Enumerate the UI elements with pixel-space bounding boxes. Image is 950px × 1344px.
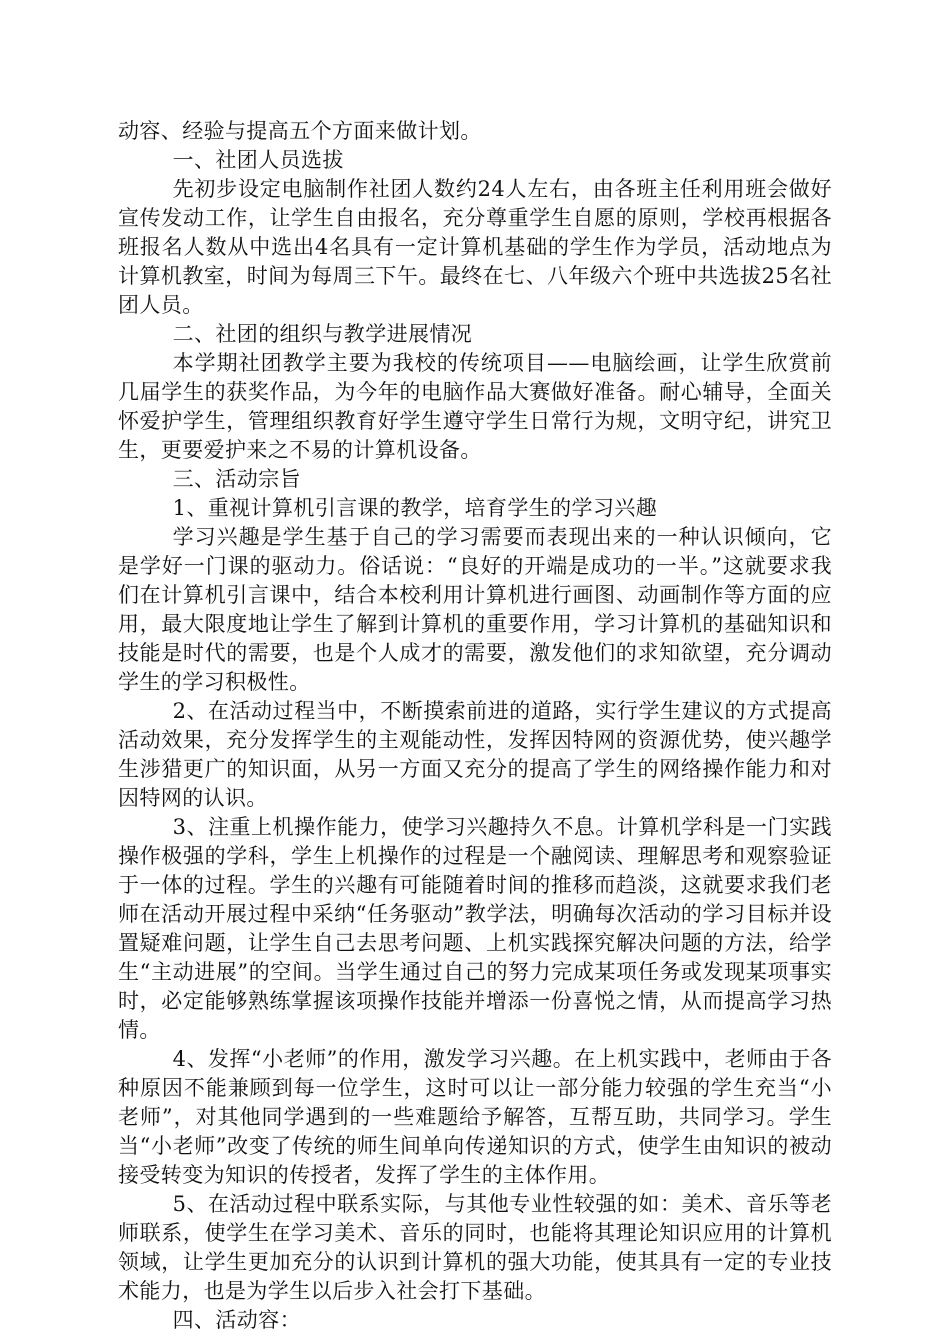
paragraph-organization: 本学期社团教学主要为我校的传统项目——电脑绘画，让学生欣赏前几届学生的获奖作品，为今年的电脑作品大赛做好准备。耐心辅导，全面关怀爱护学生，管理组织教育好学生遵守学生日常行为规，文明守纪，讲究卫生，更要爱护来之不易的计算机设备。 — [118, 351, 832, 462]
paragraph-interest: 学习兴趣是学生基于自己的学习需要而表现出来的一种认识倾向，它是学好一门课的驱动力。俗话说：“良好的开端是成功的一半。”这就要求我们在计算机引言课中，结合本校利用计算机进行画图、动画制作等方面的应用，最大限度地让学生了解到计算机的重要作用，学习计算机的基础知识和技能是时代的需要，也是个人成才的需要，激发他们的求知欲望，充分调动学生的学习积极性。 — [118, 525, 832, 694]
paragraph-continuation: 动容、经验与提高五个方面来做计划。 — [118, 119, 482, 143]
paragraph-item-5: 5、在活动过程中联系实际，与其他专业性较强的如：美术、音乐等老师联系，使学生在学习美术、音乐的同时，也能将其理论知识应用的计算机领域，让学生更加充分的认识到计算机的强大功能，使其具有一定的专业技术能力，也是为学生以后步入社会打下基础。 — [118, 1192, 832, 1303]
section-heading-3: 三、活动宗旨 — [172, 467, 301, 491]
section-heading-2: 二、社团的组织与教学进展情况 — [172, 322, 473, 346]
paragraph-item-3: 3、注重上机操作能力，使学习兴趣持久不息。计算机学科是一门实践操作极强的学科，学生上机操作的过程是一个融阅读、理解思考和观察验证于一体的过程。学生的兴趣有可能随着时间的推移而趋淡，这就要求我们老师在活动开展过程中采纳“任务驱动”教学法，明确每次活动的学习目标并设置疑难问题，让学生自己去思考问题、上机实践探究解决问题的方法，给学生“主动进展”的空间。当学生通过自己的努力完成某项任务或发现某项事实时，必定能够熟练掌握该项操作技能并增添一份喜悦之情，从而提高学习热情。 — [118, 815, 832, 1042]
document-body — [118, 117, 832, 1335]
paragraph-item-4: 4、发挥“小老师”的作用，激发学习兴趣。在上机实践中，老师由于各种原因不能兼顾到每一位学生，这时可以让一部分能力较强的学生充当“小老师”，对其他同学遇到的一些难题给予解答，互帮互助，共同学习。学生当“小老师”改变了传统的师生间单向传递知识的方式，使学生由知识的被动接受转变为知识的传授者，发挥了学生的主体作用。 — [118, 1047, 832, 1187]
section-heading-1: 一、社团人员选拔 — [172, 148, 344, 172]
section-heading-4: 四、活动容： — [172, 1308, 301, 1332]
subheading-item-1: 1、重视计算机引言课的教学，培育学生的学习兴趣 — [172, 496, 658, 520]
paragraph-member-selection: 先初步设定电脑制作社团人数约24人左右，由各班主任利用班会做好宣传发动工作，让学生自由报名，充分尊重学生自愿的原则，学校再根据各班报名人数从中选出4名具有一定计算机基础的学生作为学员，活动地点为计算机教室，时间为每周三下午。最终在七、八年级六个班中共选拔25名社团人员。 — [118, 177, 832, 317]
paragraph-item-2: 2、在活动过程当中，不断摸索前进的道路，实行学生建议的方式提高活动效果，充分发挥学生的主观能动性，发挥因特网的资源优势，使兴趣学生涉猎更广的知识面，从另一方面又充分的提高了学生的网络操作能力和对因特网的认识。 — [118, 699, 832, 810]
